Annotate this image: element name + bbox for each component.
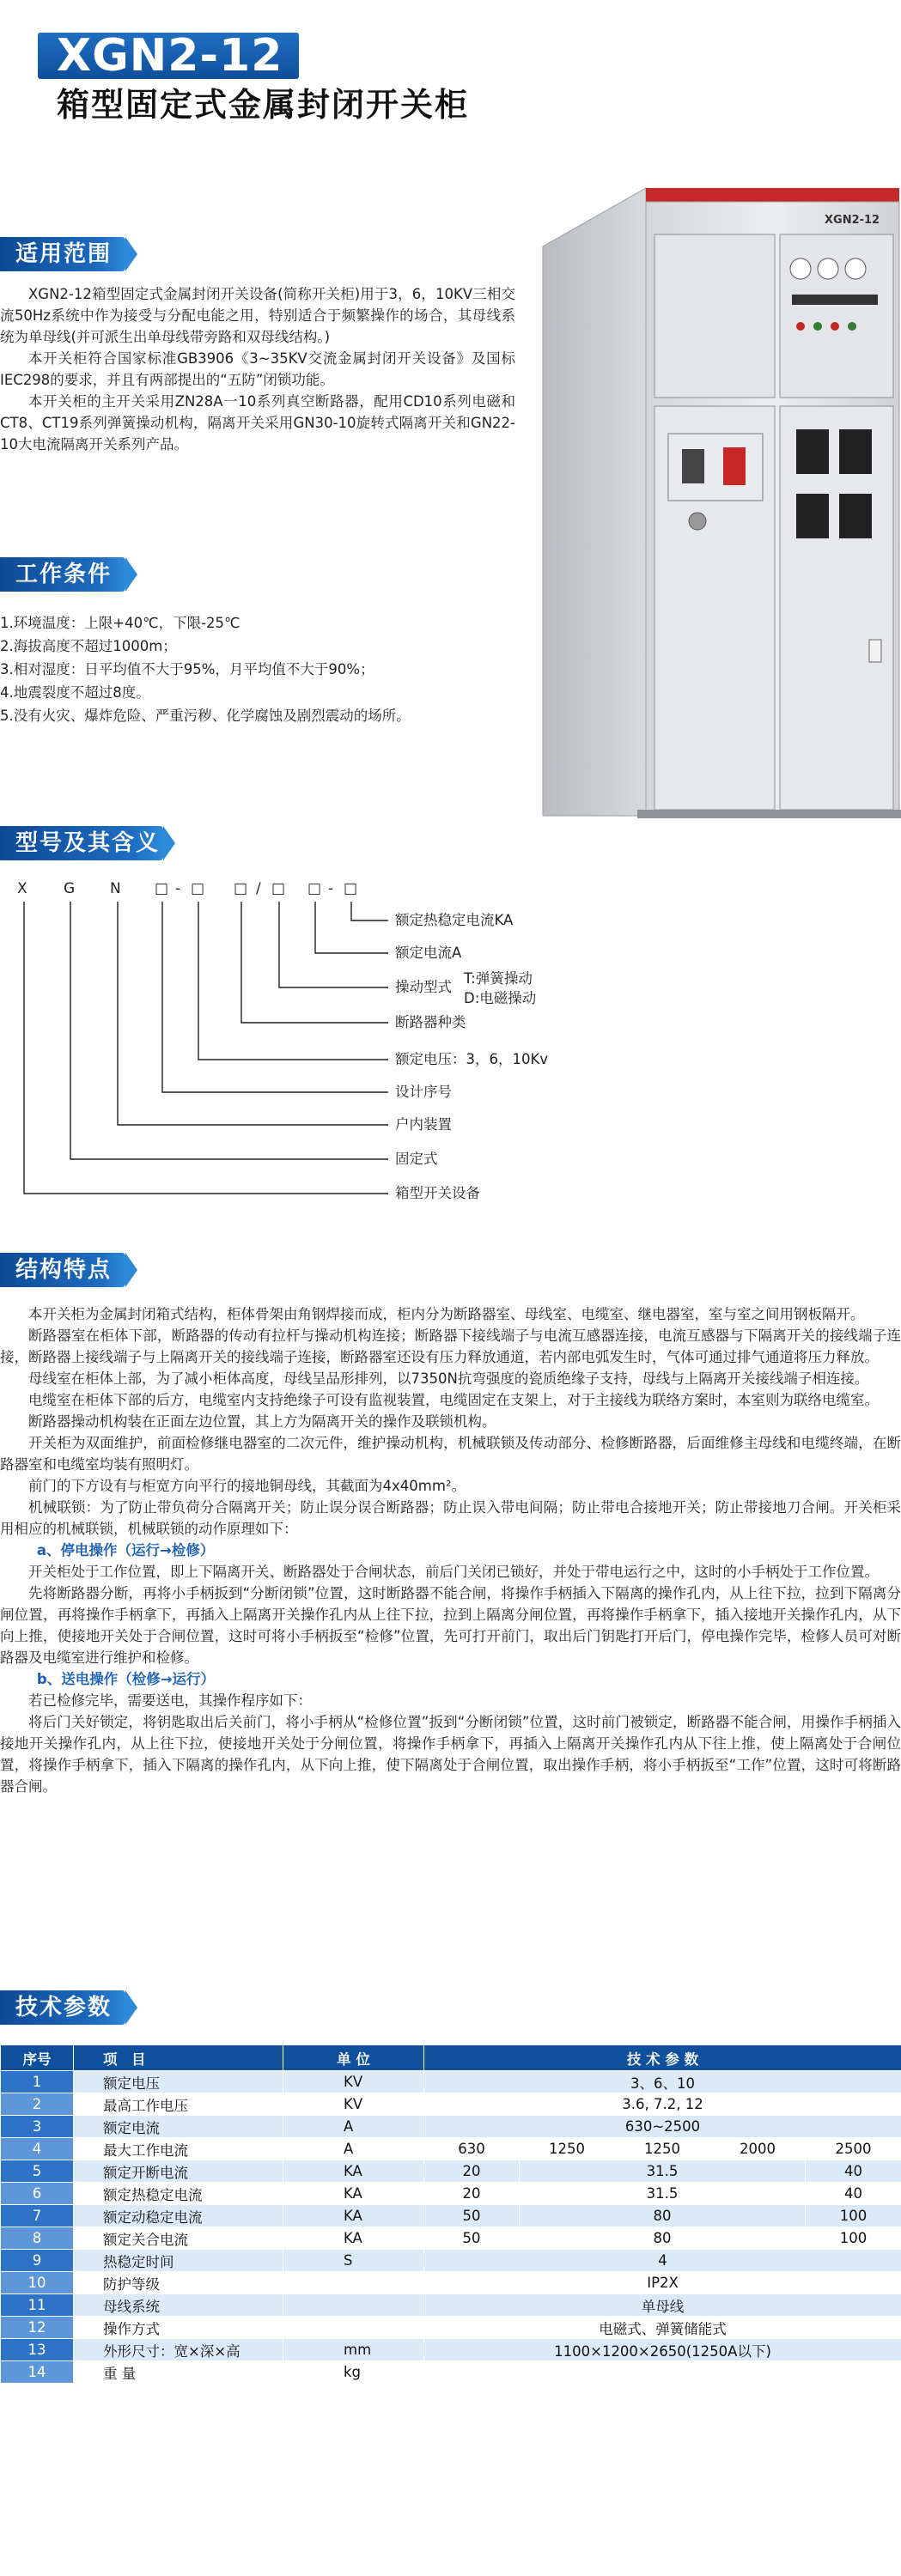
- model-label: 设计序号: [395, 1084, 452, 1100]
- table-cell: [283, 2272, 424, 2294]
- model-code-diagram: [0, 867, 653, 1211]
- table-cell: 3.6, 7.2, 12: [424, 2093, 901, 2116]
- table-cell: 12: [1, 2317, 74, 2339]
- structure-paragraph: 机械联锁：为了防止带负荷分合隔离开关；防止误分误合断路器；防止误入带电间隔；防止带电合接地开关；防止带接地刀合闸。开关柜采用相应的机械联锁，机械联锁的动作原理如下：: [0, 1499, 901, 1537]
- table-cell: 重 量: [74, 2361, 283, 2384]
- table-cell: 40: [806, 2160, 901, 2183]
- structure-paragraph: 将后门关好锁定，将钥匙取出后关前门，将小手柄从“检修位置”扳到“分断闭锁”位置，这时前门被锁定，断路器不能合闸，用操作手柄插入接地开关操作孔内，从上往下拉，使接地开关处于分闸位置，将操作手柄拿下，再插入上隔离开关操作孔内从下往上推，使上隔离处于合闸位置，将操作手柄拿下，插入下隔离的操作孔内，从下向上推，使下隔离处于合闸位置，取出操作手柄，将小手柄扳至“工作”位置，这时可将断路器合闸。: [0, 1714, 901, 1795]
- table-cell: [424, 2361, 901, 2384]
- table-cell: kg: [283, 2361, 424, 2384]
- structure-paragraph: 先将断路器分断，再将小手柄扳到“分断闭锁”位置，这时断路器不能合闸，将操作手柄插入下隔离的操作孔内，从上往下拉，拉到下隔离分闸位置，再将操作手柄拿下，再插入上隔离开关操作孔内从上往下拉，拉到上隔离分闸位置，再将操作手柄拿下，插入接地开关操作孔内，从下向上推，使接地开关处于合闸位置，这时可将小手柄扳至“检修”位置，先可打开前门，取出后门钥匙打开后门，停电操作完毕，检修人员可对断路器及电缆室进行维护和检修。: [0, 1585, 901, 1666]
- table-cell: 2000: [710, 2138, 806, 2160]
- section-title-conditions: 工作条件: [15, 562, 113, 587]
- table-cell: 额定关合电流: [74, 2227, 283, 2250]
- table-cell: 100: [806, 2227, 901, 2250]
- table-row: [1, 2071, 901, 2093]
- table-cell: 20: [424, 2183, 520, 2205]
- list-item: 1.环境温度：上限+40℃，下限-25℃: [0, 615, 240, 631]
- table-cell: 6: [1, 2183, 74, 2205]
- table-cell: 额定热稳定电流: [74, 2183, 283, 2205]
- table-cell: KA: [283, 2160, 424, 2183]
- product-name-title: 箱型固定式金属封闭开关柜: [57, 86, 470, 124]
- table-cell: 4: [1, 2138, 74, 2160]
- table-row: [1, 2317, 901, 2339]
- cabinet-label: XGN2-12: [825, 214, 880, 227]
- subsection-title-send: b、送电操作（检修→运行）: [36, 1671, 216, 1687]
- table-cell: 单母线: [424, 2294, 901, 2317]
- table-cell: 防护等级: [74, 2272, 283, 2294]
- table-cell: 热稳定时间: [74, 2250, 283, 2272]
- model-label: D:电磁操动: [464, 990, 537, 1006]
- table-cell: 最高工作电压: [74, 2093, 283, 2116]
- table-row: [1, 2227, 901, 2250]
- table-cell: 100: [806, 2205, 901, 2227]
- code-char: □: [307, 880, 322, 897]
- table-cell: 13: [1, 2339, 74, 2361]
- scope-text: [0, 283, 515, 455]
- subsection-title-stop: a、停电操作（运行→检修）: [36, 1542, 215, 1558]
- table-cell: 额定电流: [74, 2116, 283, 2138]
- table-cell: 额定动稳定电流: [74, 2205, 283, 2227]
- table-cell: 9: [1, 2250, 74, 2272]
- table-cell: KA: [283, 2227, 424, 2250]
- table-cell: 5: [1, 2160, 74, 2183]
- table-row: [1, 2160, 901, 2183]
- table-cell: 630~2500: [424, 2116, 901, 2138]
- model-label: 固定式: [395, 1151, 438, 1167]
- list-item: 4.地震裂度不超过8度。: [0, 684, 150, 701]
- structure-paragraph: 前门的下方设有与柜宽方向平行的接地铜母线，其截面为4x40mm²。: [28, 1478, 466, 1494]
- table-cell: 3、6、10: [424, 2071, 901, 2093]
- scope-paragraph: 本开关柜符合国家标准GB3906《3~35KV交流金属封闭开关设备》及国标IEC298的要求，并且有两部提出的“五防”闭锁功能。: [0, 350, 515, 388]
- table-cell: 50: [424, 2205, 520, 2227]
- table-row: [1, 2250, 901, 2272]
- table-cell: IP2X: [424, 2272, 901, 2294]
- model-label: T:弹簧操动: [464, 970, 533, 987]
- table-cell: 额定开断电流: [74, 2160, 283, 2183]
- table-cell: 4: [424, 2250, 901, 2272]
- code-char: G: [64, 880, 76, 897]
- table-cell: 外形尺寸：宽×深×高: [74, 2339, 283, 2361]
- table-cell: 10: [1, 2272, 74, 2294]
- table-cell: 630: [424, 2138, 520, 2160]
- table-cell: [283, 2317, 424, 2339]
- code-char: □: [191, 880, 205, 897]
- table-header: 项 目: [74, 2045, 283, 2071]
- table-cell: 7: [1, 2205, 74, 2227]
- code-char: □: [155, 880, 169, 897]
- structure-paragraph: 本开关柜为金属封闭箱式结构，柜体骨架由角钢焊接而成，柜内分为断路器室、母线室、电缆室、继电器室，室与室之间用钢板隔开。: [28, 1306, 865, 1322]
- table-cell: 20: [424, 2160, 520, 2183]
- table-header: 单 位: [283, 2045, 424, 2071]
- table-row: [1, 2361, 901, 2384]
- structure-text: [0, 1303, 901, 1797]
- table-cell: 1250: [520, 2138, 615, 2160]
- table-cell: 操作方式: [74, 2317, 283, 2339]
- table-row: [1, 2205, 901, 2227]
- list-item: 5.没有火灾、爆炸危险、严重污秽、化学腐蚀及剧烈震动的场所。: [0, 708, 411, 724]
- structure-paragraph: 电缆室在柜体下部的后方，电缆室内支持绝缘子可设有监视装置，电缆固定在支架上，对于主接线为联络方案时，本室则为联络电缆室。: [28, 1392, 879, 1408]
- model-label: 额定电流A: [395, 945, 462, 961]
- table-cell: KA: [283, 2183, 424, 2205]
- section-title-specs: 技术参数: [15, 1995, 113, 2020]
- code-char: -: [328, 880, 334, 897]
- conditions-list: [0, 611, 515, 727]
- table-cell: 31.5: [520, 2183, 806, 2205]
- table-cell: KV: [283, 2071, 424, 2093]
- table-cell: 14: [1, 2361, 74, 2384]
- table-cell: 11: [1, 2294, 74, 2317]
- table-cell: 40: [806, 2183, 901, 2205]
- table-cell: 50: [424, 2227, 520, 2250]
- table-row: [1, 2183, 901, 2205]
- scope-paragraph: XGN2-12箱型固定式金属封闭开关设备(简称开关柜)用于3，6，10KV三相交流50Hz系统中作为接受与分配电能之用，特别适合于频繁操作的场合，其母线系统为单母线(并可派生出单母线带旁路和双母线结构。): [0, 286, 515, 345]
- structure-paragraph: 若已检修完毕，需要送电，其操作程序如下：: [28, 1692, 312, 1709]
- code-char: /: [256, 880, 261, 897]
- table-cell: mm: [283, 2339, 424, 2361]
- model-label: 操动型式: [395, 979, 452, 995]
- model-label: 户内装置: [395, 1116, 452, 1133]
- table-cell: 母线系统: [74, 2294, 283, 2317]
- table-cell: A: [283, 2138, 424, 2160]
- table-cell: KA: [283, 2205, 424, 2227]
- section-title-structure: 结构特点: [15, 1257, 113, 1283]
- table-cell: 2500: [806, 2138, 901, 2160]
- structure-paragraph: 开关柜处于工作位置，即上下隔离开关、断路器处于合闸状态，前后门关闭已锁好，并处于带电运行之中，这时的小手柄处于工作位置。: [28, 1564, 879, 1580]
- table-cell: S: [283, 2250, 424, 2272]
- table-cell: 80: [520, 2205, 806, 2227]
- switchgear-cabinet-image: [526, 176, 901, 829]
- structure-paragraph: 母线室在柜体上部，为了减小柜体高度，母线呈品形排列，以7350N抗弯强度的瓷质绝缘子支持，母线与上隔离开关接线端子相连接。: [28, 1370, 869, 1387]
- model-label: 额定电压：3，6，10Kv: [395, 1051, 549, 1067]
- table-cell: 1250: [615, 2138, 710, 2160]
- table-cell: 最大工作电流: [74, 2138, 283, 2160]
- model-label: 额定热稳定电流KA: [395, 912, 514, 928]
- model-label: 断路器种类: [395, 1014, 466, 1030]
- table-row: [1, 2138, 901, 2160]
- code-char: X: [17, 880, 27, 897]
- table-cell: 8: [1, 2227, 74, 2250]
- spec-table: [0, 2044, 901, 2384]
- structure-paragraph: 断路器操动机构装在正面左边位置，其上方为隔离开关的操作及联锁机构。: [28, 1413, 496, 1430]
- code-char: □: [344, 880, 358, 897]
- table-cell: 3: [1, 2116, 74, 2138]
- code-char: □: [234, 880, 248, 897]
- code-char: -: [175, 880, 181, 897]
- model-label: 箱型开关设备: [395, 1185, 480, 1201]
- scope-paragraph: 本开关柜的主开关采用ZN28A一10系列真空断路器，配用CD10系列电磁和CT8、CT19系列弹簧操动机构，隔离开关采用GN30-10旋转式隔离开关和GN22-10大电流隔离开关系列产品。: [0, 393, 515, 453]
- list-item: 2.海拔高度不超过1000m；: [0, 638, 177, 654]
- table-cell: 1: [1, 2071, 74, 2093]
- table-row: [1, 2272, 901, 2294]
- table-header: 技 术 参 数: [424, 2045, 901, 2071]
- table-cell: 80: [520, 2227, 806, 2250]
- table-cell: 2: [1, 2093, 74, 2116]
- structure-paragraph: 断路器室在柜体下部，断路器的传动有拉杆与操动机构连接；断路器下接线端子与电流互感器连接，电流互感器与下隔离开关的接线端子连接，断路器上接线端子与上隔离开关的接线端子连接，断路器室还设有压力释放通道，若内部电弧发生时，气体可通过排气通道将压力释放。: [0, 1327, 901, 1365]
- table-cell: [283, 2294, 424, 2317]
- table-cell: KV: [283, 2093, 424, 2116]
- table-cell: A: [283, 2116, 424, 2138]
- table-header-row: [1, 2045, 901, 2071]
- section-title-model: 型号及其含义: [15, 830, 161, 856]
- table-cell: 1100×1200×2650(1250A以下): [424, 2339, 901, 2361]
- table-row: [1, 2093, 901, 2116]
- table-row: [1, 2116, 901, 2138]
- table-cell: 电磁式、弹簧储能式: [424, 2317, 901, 2339]
- product-model-title: XGN2-12: [57, 30, 283, 82]
- code-char: N: [110, 880, 121, 897]
- table-cell: 额定电压: [74, 2071, 283, 2093]
- table-row: [1, 2339, 901, 2361]
- table-cell: 31.5: [520, 2160, 806, 2183]
- list-item: 3.相对湿度：日平均值不大于95%，月平均值不大于90%；: [0, 661, 374, 677]
- table-header: 序号: [1, 2045, 74, 2071]
- section-title-scope: 适用范围: [15, 241, 113, 267]
- code-char: □: [271, 880, 286, 897]
- structure-paragraph: 开关柜为双面维护，前面检修继电器室的二次元件，维护操动机构，机械联锁及传动部分、检修断路器，后面维修主母线和电缆终端，在断路器室和电缆室均装有照明灯。: [0, 1435, 901, 1473]
- table-row: [1, 2294, 901, 2317]
